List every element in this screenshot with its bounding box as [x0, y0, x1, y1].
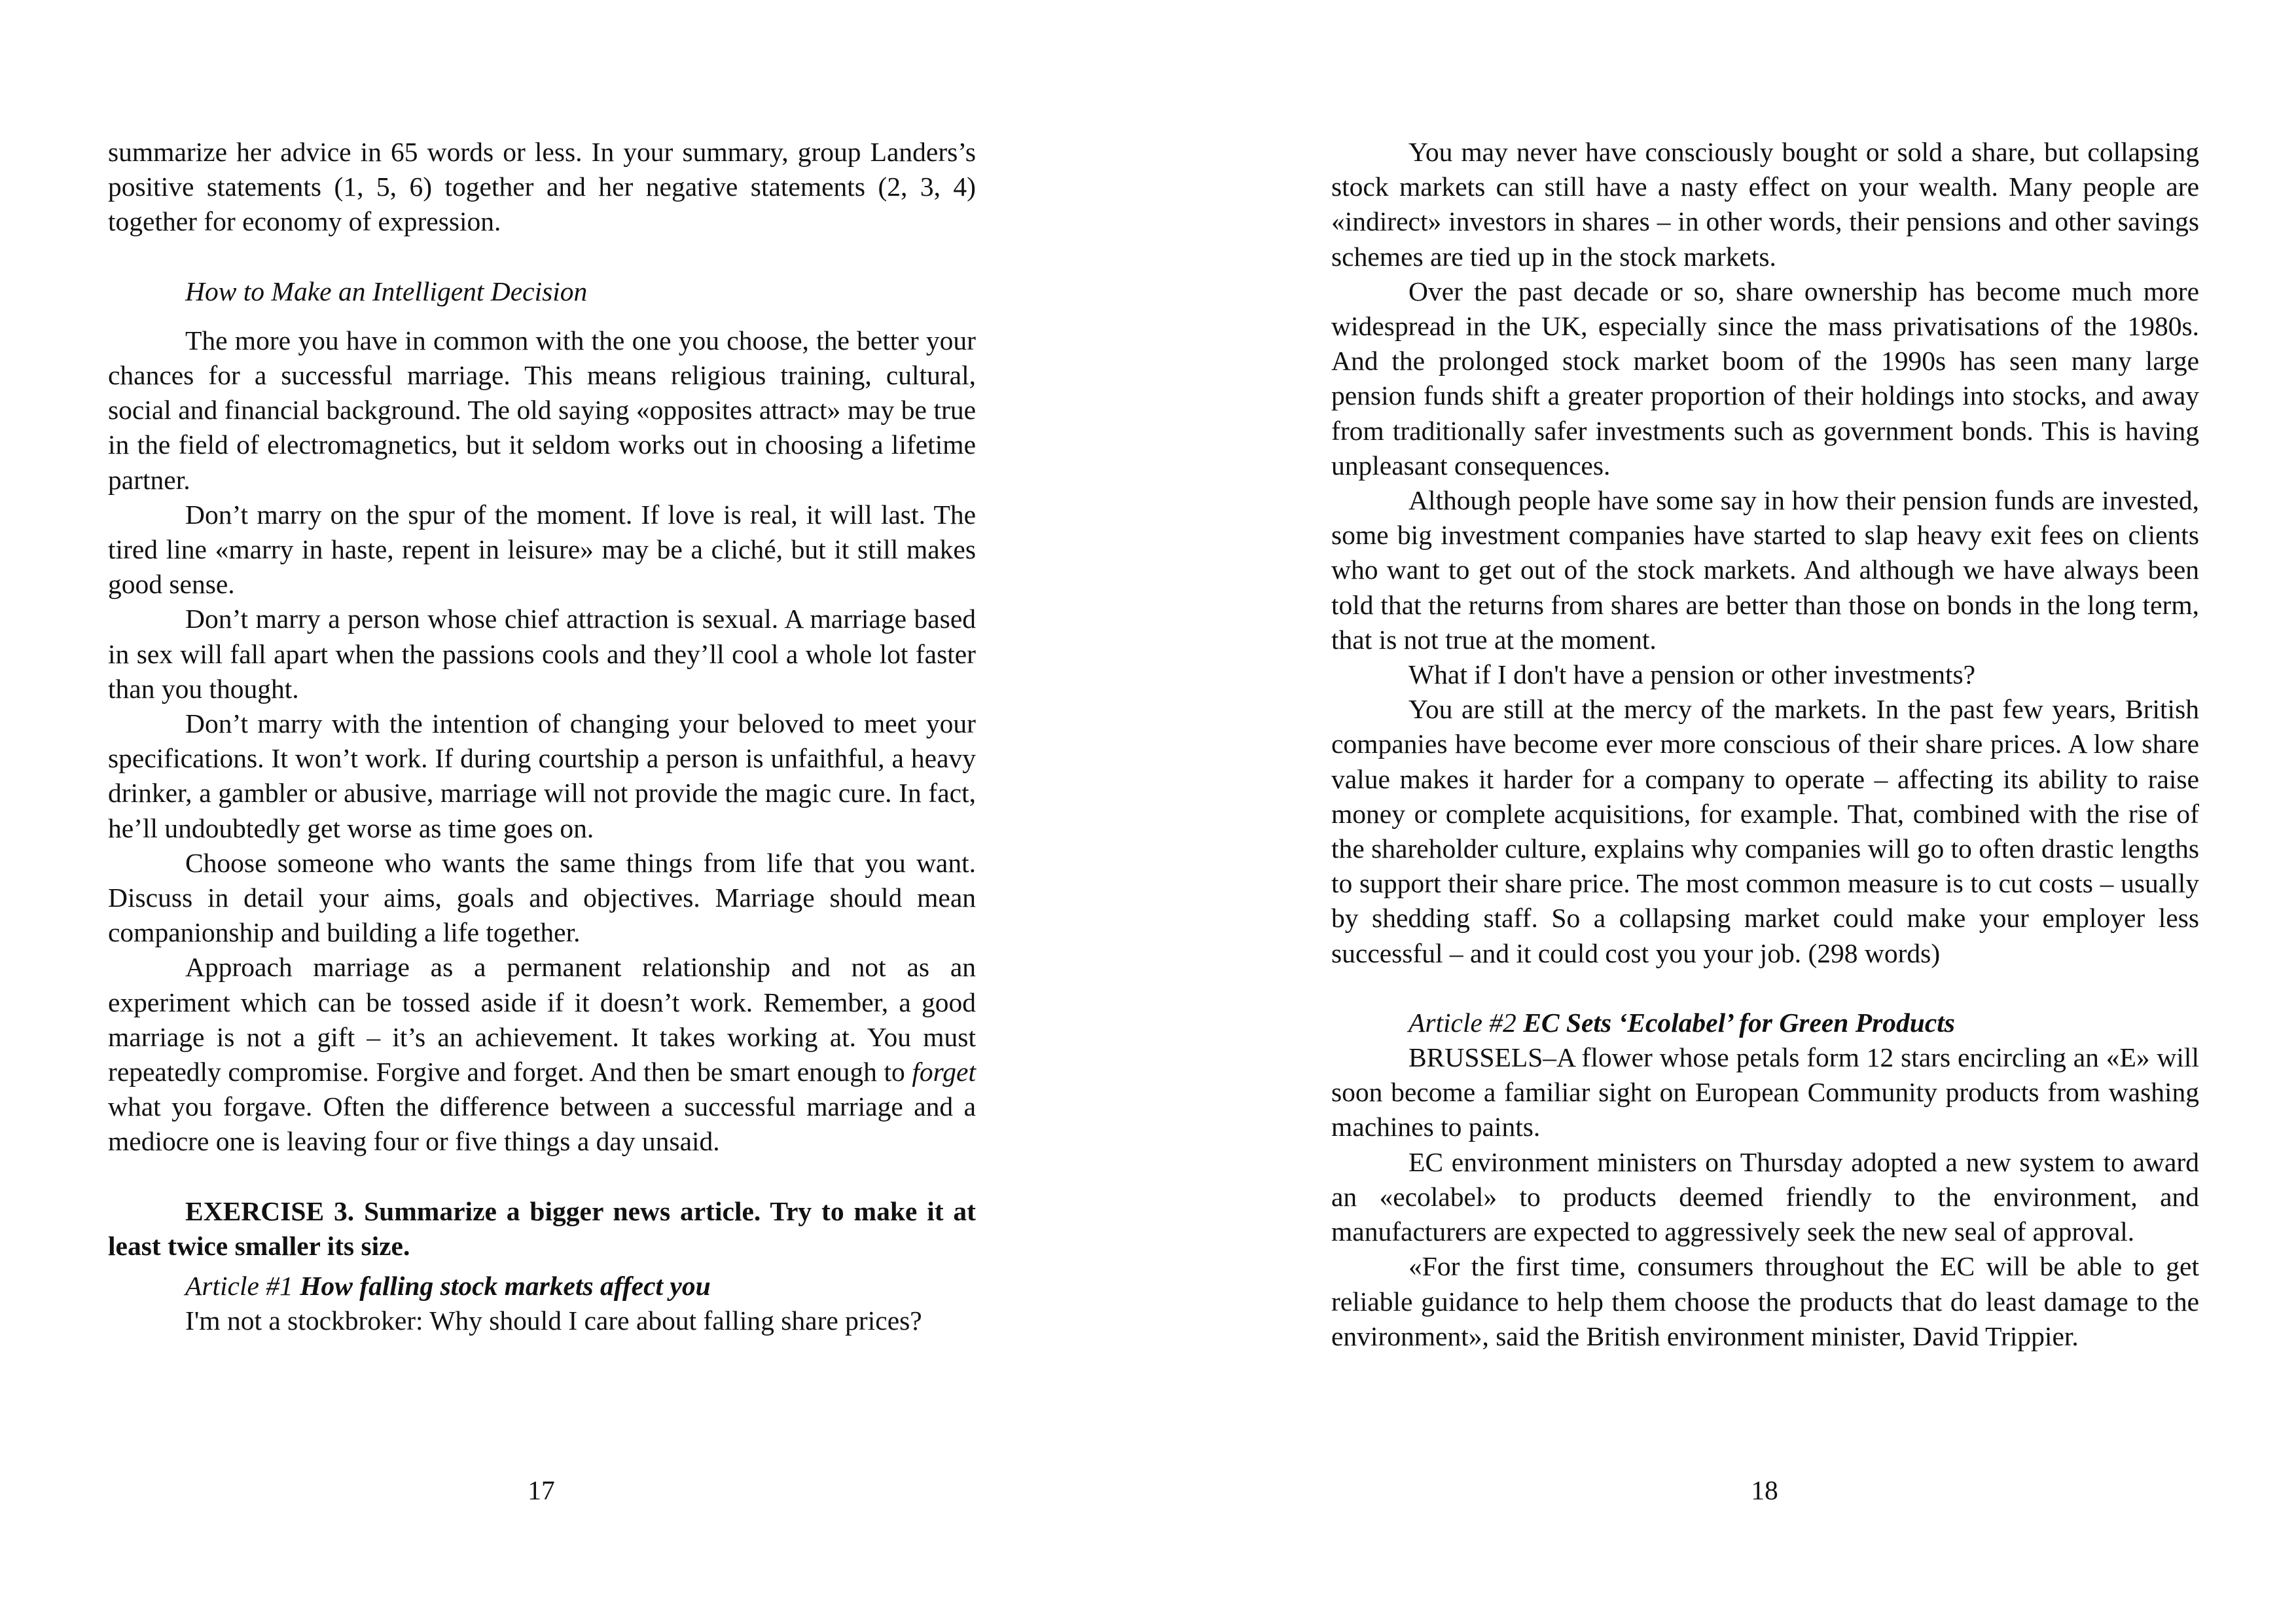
article-heading — [108, 1269, 976, 1304]
article-number: Article #2 — [1408, 1007, 1516, 1038]
paragraph: Over the past decade or so, share ownership has become much more widespread in the UK, especially since the mass privatisations of the 1980s. And the prolonged stock market boom of the 1990s has seen many large pension funds shift a greater proportion of their holdings into stocks, and away from traditionally safer investments such as government bonds. This is having unpleasant consequences. — [1331, 276, 2199, 481]
paragraph — [108, 950, 976, 1159]
emphasized-word: forget — [912, 1057, 976, 1087]
article-heading — [1331, 1006, 2199, 1040]
paragraph: What if I don't have a pension or other investments? — [1408, 659, 1976, 690]
spacer — [108, 309, 976, 323]
paragraph: summarize her advice in 65 words or less. In your summary, group Landers’s positive statements (1, 5, 6) together and her negative statements (2, 3, 4) together for economy of expression. — [108, 137, 976, 237]
right-page — [1148, 0, 2296, 1623]
paragraph-text: Approach marriage as a permanent relationship and not as an experiment which can be tossed aside if it doesn’t work. Remember, a good marriage is not a gift – it’s an achievement. It takes working at. You must repeatedly compromise. Forgive and forget. And then be smart enough to — [108, 952, 976, 1087]
paragraph: Choose someone who wants the same things from life that you want. Discuss in detail your aims, goals and objectives. Marriage should mean companionship and building a life together. — [108, 847, 976, 948]
paragraph: Don’t marry on the spur of the moment. If love is real, it will last. The tired line «marry in haste, repent in leisure» may be a cliché, but it still makes good sense. — [108, 499, 976, 600]
spacer — [108, 1264, 976, 1269]
paragraph: EC environment ministers on Thursday adopted a new system to award an «ecolabel» to products deemed friendly to the environment, and manufacturers are expected to aggressively seek the new seal of approval. — [1331, 1146, 2199, 1247]
article-title: EC Sets ‘Ecolabel’ for Green Products — [1523, 1007, 1955, 1038]
paragraph: You may never have consciously bought or sold a share, but collapsing stock markets can still have a nasty effect on your wealth. Many people are «indirect» investors in shares – in other words, their pensions and other savings schemes are tied up in the stock markets. — [1331, 137, 2199, 272]
spacer — [1331, 971, 2199, 1006]
paragraph: Don’t marry a person whose chief attraction is sexual. A marriage based in sex will fall apart when the passions cools and they’ll cool a whole lot faster than you thought. — [108, 604, 976, 704]
paragraph: BRUSSELS–A flower whose petals form 12 stars encircling an «E» will soon become a familiar sight on European Community products from washing machines to paints. — [1331, 1042, 2199, 1142]
paragraph: You are still at the mercy of the markets. In the past few years, British companies have become ever more conscious of their share prices. A low share value makes it harder for a company to operate – affecting its ability to raise money or complete acquisitions, for example. That, combined with the rise of the shareholder culture, explains why companies will go to often drastic lengths to support their share price. The most common measure is to cut costs – usually by shedding staff. So a collapsing market could make your employer less successful – and it could cost you your job. (298 words) — [1331, 694, 2199, 968]
page-number: 17 — [528, 1475, 555, 1505]
article-number: Article #1 — [185, 1271, 293, 1302]
paragraph: Although people have some say in how their pension funds are invested, some big investment companies have started to slap heavy exit fees on clients who want to get out of the stock markets. And although we have always been told that the returns from shares are better than those on bonds in the long term, that is not true at the moment. — [1331, 485, 2199, 655]
paragraph-text: what you forgave. Often the difference between a successful marriage and a mediocre one is leaving four or five things a day unsaid. — [108, 1091, 976, 1157]
left-text-column — [108, 135, 976, 1339]
spacer — [108, 240, 976, 274]
paragraph: The more you have in common with the one you choose, the better your chances for a successful marriage. This means religious training, cultural, social and financial background. The old saying «opposites attract» may be true in the field of electromagnetics, but it seldom works out in choosing a lifetime partner. — [108, 325, 976, 495]
paragraph: Don’t marry with the intention of changing your beloved to meet your specifications. It won’t work. If during courtship a person is unfaithful, a heavy drinker, a gambler or abusive, marriage will not provide the magic cure. In fact, he’ll undoubtedly get worse as time goes on. — [108, 708, 976, 843]
paragraph: I'm not a stockbroker: Why should I care about falling share prices? — [185, 1305, 922, 1336]
right-text-column — [1331, 135, 2199, 1354]
article-title: How falling stock markets affect you — [300, 1271, 711, 1302]
spacer — [108, 1159, 976, 1194]
page-number: 18 — [1751, 1475, 1778, 1505]
section-subheading: How to Make an Intelligent Decision — [185, 276, 588, 306]
exercise-heading: EXERCISE 3. Summarize a bigger news article. Try to make it at least twice smaller its size. — [108, 1195, 976, 1261]
paragraph: «For the first time, consumers throughout the EC will be able to get reliable guidance to help them choose the products that do least damage to the environment», said the British environment minister, David Trippier. — [1331, 1251, 2199, 1351]
